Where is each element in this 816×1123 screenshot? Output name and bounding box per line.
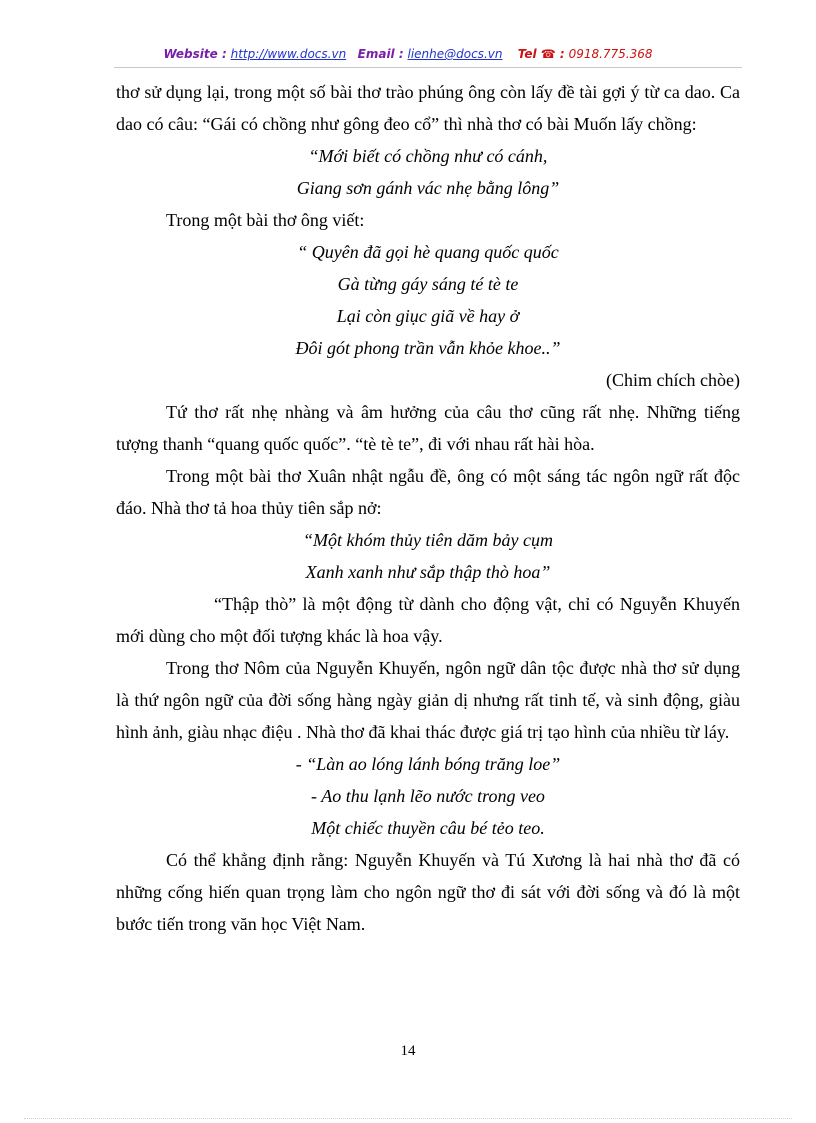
poem-line: “Mới biết có chồng như có cánh, [308, 146, 548, 166]
poem-attribution: (Chim chích chòe) [606, 370, 740, 390]
poem-2 [116, 236, 740, 364]
paragraph-2: Trong một bài thơ ông viết: [166, 210, 365, 230]
poem-3 [116, 524, 740, 588]
poem-line: Đôi gót phong trần vẫn khỏe khoe..” [295, 338, 561, 358]
tel-number: 0918.775.368 [568, 47, 653, 61]
paragraph-4: Trong một bài thơ Xuân nhật ngẫu đề, ông có một sáng tác ngôn ngữ rất độc đáo. Nhà thơ tả hoa thủy tiên sắp nở: [116, 466, 740, 518]
paragraph-6: Trong thơ Nôm của Nguyễn Khuyến, ngôn ngữ dân tộc được nhà thơ sử dụng là thứ ngôn ngữ của đời sống hàng ngày giản dị nhưng rất tinh tế, và sinh động, giàu hình ảnh, giàu nhạc điệu . Nhà thơ đã khai thác được giá trị tạo hình của nhiều từ láy. [116, 658, 740, 742]
poem-line: - “Làn ao lóng lánh bóng trăng loe” [295, 754, 561, 774]
poem-line: Giang sơn gánh vác nhẹ bằng lông” [296, 178, 560, 198]
website-link[interactable]: http://www.docs.vn [230, 47, 347, 61]
header-divider [114, 67, 742, 68]
poem-line: Một chiếc thuyền câu bé tẻo teo. [311, 818, 545, 838]
paragraph-3: Tứ thơ rất nhẹ nhàng và âm hưởng của câu thơ cũng rất nhẹ. Những tiếng tượng thanh “quang quốc quốc”. “tè tè te”, đi với nhau rất hài hòa. [116, 402, 740, 454]
paragraph-7: Có thể khẳng định rằng: Nguyễn Khuyến và Tú Xương là hai nhà thơ đã có những cống hiến quan trọng làm cho ngôn ngữ thơ đi sát với đời sống và đó là một bước tiến trong văn học Việt Nam. [116, 850, 740, 934]
email-link[interactable]: lienhe@docs.vn [407, 47, 503, 61]
poem-line: Lại còn giục giã về hay ở [336, 306, 520, 326]
poem-1 [116, 140, 740, 204]
poem-line: “Một khóm thủy tiên dăm bảy cụm [303, 530, 553, 550]
page-number: 14 [400, 1043, 416, 1059]
poem-line: “ Quyên đã gọi hè quang quốc quốc [297, 242, 559, 262]
poem-line: - Ao thu lạnh lẽo nước trong veo [311, 786, 545, 806]
page-header [0, 47, 816, 61]
page-content [116, 76, 740, 940]
footer-divider [24, 1118, 792, 1119]
website-label: Website : [163, 47, 227, 61]
poem-line: Gà từng gáy sáng té tè te [337, 274, 519, 294]
paragraph-5: “Thập thò” là một động từ dành cho động vật, chỉ có Nguyễn Khuyến mới dùng cho một đối tượng khác là hoa vậy. [116, 594, 740, 646]
poem-line: Xanh xanh như sắp thập thò hoa” [305, 562, 551, 582]
email-label: Email : [357, 47, 404, 61]
poem-4 [116, 748, 740, 844]
paragraph-1: thơ sử dụng lại, trong một số bài thơ trào phúng ông còn lấy đề tài gợi ý từ ca dao. Ca dao có câu: “Gái có chồng như gông đeo cổ” thì nhà thơ có bài Muốn lấy chồng: [116, 82, 740, 134]
tel-label: Tel ☎ : [517, 47, 565, 61]
